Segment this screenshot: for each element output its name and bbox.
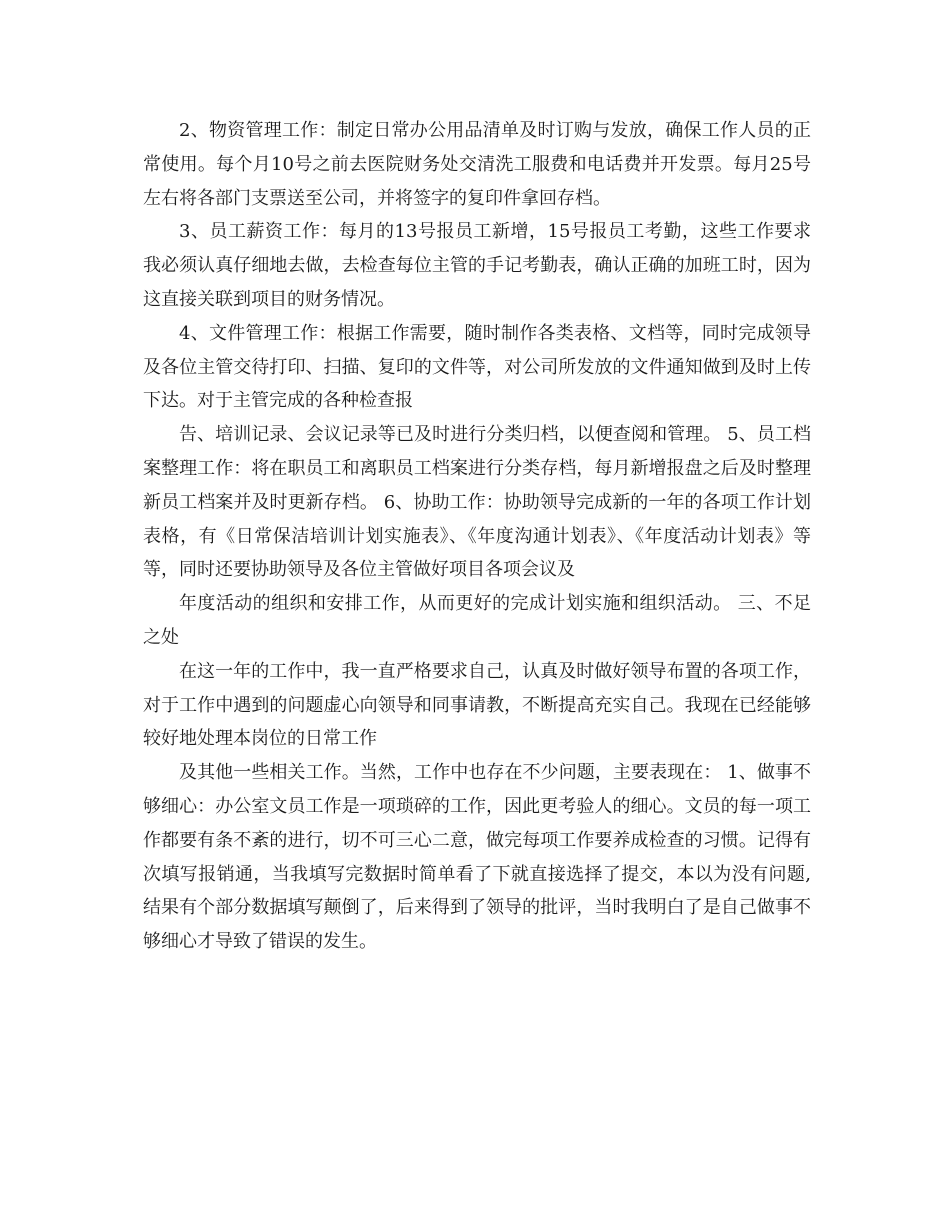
document-body: [143, 114, 811, 959]
paragraph-file-management: 4、文件管理工作：根据工作需要，随时制作各类表格、文档等，同时完成领导及各位主管交待打印、扫描、复印的文件等，对公司所发放的文件通知做到及时上传下达。对于主管完成的各种检查报: [143, 322, 811, 412]
paragraph-archive-assist: 告、培训记录、会议记录等已及时进行分类归档，以便查阅和管理。 5、员工档案整理工作：将在职员工和离职员工档案进行分类存档，每月新增报盘之后及时整理新员工档案并及时更新存档。 6、协助工作：协助领导完成新的一年的各项工作计划表格，有《日常保洁培训计划实施表》、《年度沟通计划表》、《年度活动计划表》等等，同时还要协助领导及各位主管做好项目各项会议及: [143, 424, 811, 581]
paragraph-material-management: 2、物资管理工作：制定日常办公用品清单及时订购与发放，确保工作人员的正常使用。每个月10号之前去医院财务处交清洗工服费和电话费并开发票。每月25号左右将各部门支票送至公司，并将签字的复印件拿回存档。: [143, 120, 811, 209]
paragraph-salary-work: 3、员工薪资工作：每月的13号报员工新增，15号报员工考勤，这些工作要求我必须认真仔细地去做，去检查每位主管的手记考勤表，确认正确的加班工时，因为这直接关联到项目的财务情况。: [143, 221, 811, 310]
paragraph-shortcomings-heading: 年度活动的组织和安排工作，从而更好的完成计划实施和组织活动。 三、不足之处: [143, 593, 811, 648]
paragraph-year-review: 在这一年的工作中，我一直严格要求自己，认真及时做好领导布置的各项工作，对于工作中遇到的问题虚心向领导和同事请教，不断提高充实自己。我现在已经能够较好地处理本岗位的日常工作: [143, 660, 811, 750]
paragraph-problems: 及其他一些相关工作。当然，工作中也存在不少问题，主要表现在： 1、做事不够细心：办公室文员工作是一项琐碎的工作，因此更考验人的细心。文员的每一项工作都要有条不紊的进行，切不可三心二意，做完每项工作要养成检查的习惯。记得有次填写报销通，当我填写完数据时简单看了下就直接选择了提交，本以为没有问题,结果有个部分数据填写颠倒了，后来得到了领导的批评，当时我明白了是自己做事不够细心才导致了错误的发生。: [143, 762, 811, 953]
